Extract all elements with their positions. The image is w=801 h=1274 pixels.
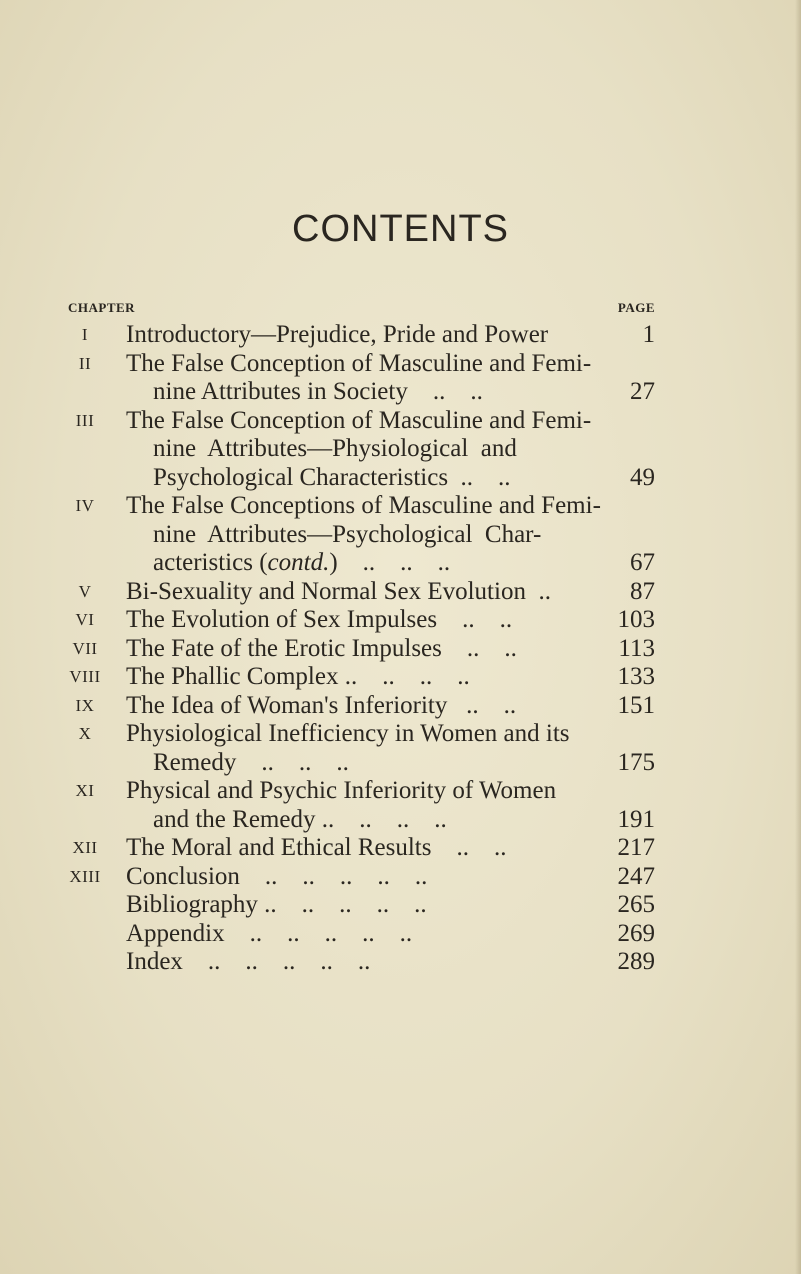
toc-line [0, 549, 801, 578]
toc-line [0, 435, 801, 464]
chapter-title: nine Attributes—Physiological and [153, 435, 517, 462]
toc-entry [0, 863, 801, 892]
toc-entry [0, 692, 801, 721]
chapter-title: Introductory—Prejudice, Pride and Power [126, 321, 549, 348]
chapter-title: nine Attributes in Society .. .. [153, 378, 483, 405]
toc-line [0, 891, 801, 920]
toc-entry [0, 635, 801, 664]
chapter-number: IV [75, 496, 95, 515]
page-number: 67 [630, 549, 655, 576]
chapter-title: The False Conception of Masculine and Femi- [126, 406, 592, 434]
chapter-title: Index .. .. .. .. .. [126, 948, 371, 975]
chapter-number: XI [75, 781, 95, 800]
chapter-title: acteristics (contd.) .. .. .. [153, 549, 451, 576]
chapter-title: Physical and Psychic Inferiority of Women [126, 777, 557, 804]
chapter-title: Bi-Sexuality and Normal Sex Evolution .. [126, 577, 551, 605]
toc-line [0, 720, 801, 749]
chapter-title: The Phallic Complex .. .. .. .. [126, 663, 470, 690]
page-number: 87 [630, 577, 655, 605]
toc-line [0, 521, 801, 550]
page-number: 27 [630, 378, 655, 405]
toc-entry [0, 492, 801, 578]
page-number: 247 [617, 862, 655, 890]
chapter-title: Physiological Inefficiency in Women and its [126, 720, 570, 747]
toc-entry [0, 606, 801, 635]
chapter-title: The Moral and Ethical Results .. .. [126, 834, 507, 861]
page-number: 133 [617, 663, 655, 690]
toc-line [0, 378, 801, 407]
toc-line [0, 635, 801, 664]
table-of-contents [0, 321, 801, 977]
chapter-title: The Fate of the Erotic Impulses .. .. [126, 634, 517, 662]
page-number: 151 [617, 691, 655, 719]
toc-line [0, 777, 801, 806]
chapter-number: VII [72, 638, 98, 658]
toc-line [0, 464, 801, 493]
toc-line [0, 492, 801, 521]
chapter-number: VI [75, 610, 95, 629]
chapter-number: XII [72, 838, 98, 857]
chapter-number: IX [75, 695, 95, 715]
chapter-title: Appendix .. .. .. .. .. [126, 919, 413, 947]
page-column-header: PAGE [617, 300, 655, 315]
toc-entry [0, 920, 801, 949]
chapter-number: VIII [69, 667, 101, 686]
toc-line [0, 606, 801, 635]
toc-entry [0, 663, 801, 692]
toc-entry [0, 578, 801, 607]
toc-entry [0, 350, 801, 407]
toc-line [0, 350, 801, 379]
toc-line [0, 948, 801, 977]
page-number: 217 [617, 834, 655, 861]
page-number: 175 [617, 748, 655, 776]
page-number: 191 [617, 805, 655, 833]
chapter-title: The Idea of Woman's Inferiority .. .. [126, 691, 517, 719]
page-number: 269 [617, 919, 655, 947]
chapter-title: The False Conceptions of Masculine and Femi- [126, 492, 601, 519]
chapter-title: and the Remedy .. .. .. .. [153, 805, 447, 833]
toc-entry [0, 720, 801, 777]
toc-entry [0, 321, 801, 350]
page-title: CONTENTS [292, 208, 509, 250]
toc-line [0, 321, 801, 350]
page-number: 289 [617, 948, 655, 975]
chapter-title: Psychological Characteristics .. .. [153, 463, 511, 491]
toc-entry [0, 948, 801, 977]
chapter-title: Conclusion .. .. .. .. .. [126, 862, 428, 890]
toc-line [0, 920, 801, 949]
chapter-column-header: CHAPTER [68, 300, 136, 315]
toc-entry [0, 891, 801, 920]
page-number: 265 [617, 891, 655, 918]
toc-line [0, 749, 801, 778]
chapter-number: I [81, 325, 89, 344]
chapter-title: Remedy .. .. .. [153, 748, 349, 776]
page-edge-shadow [795, 0, 801, 1274]
toc-entry [0, 777, 801, 834]
chapter-title: nine Attributes—Psychological Char- [153, 520, 542, 548]
toc-line [0, 863, 801, 892]
toc-line [0, 407, 801, 436]
toc-line [0, 806, 801, 835]
page-number: 1 [642, 321, 655, 348]
chapter-number: X [78, 724, 92, 743]
toc-line [0, 663, 801, 692]
page-number: 103 [617, 606, 655, 633]
chapter-number: V [78, 581, 92, 601]
chapter-number: XIII [69, 866, 101, 886]
toc-line [0, 834, 801, 863]
toc-entry [0, 834, 801, 863]
page-number: 113 [618, 634, 655, 662]
chapter-number: III [75, 410, 95, 430]
chapter-title: The Evolution of Sex Impulses .. .. [126, 606, 513, 633]
toc-entry [0, 407, 801, 493]
chapter-number: II [78, 353, 92, 373]
chapter-title: Bibliography .. .. .. .. .. [126, 891, 427, 918]
toc-line [0, 692, 801, 721]
chapter-title: The False Conception of Masculine and Femi- [126, 349, 592, 377]
toc-line [0, 578, 801, 607]
page-number: 49 [630, 463, 655, 491]
